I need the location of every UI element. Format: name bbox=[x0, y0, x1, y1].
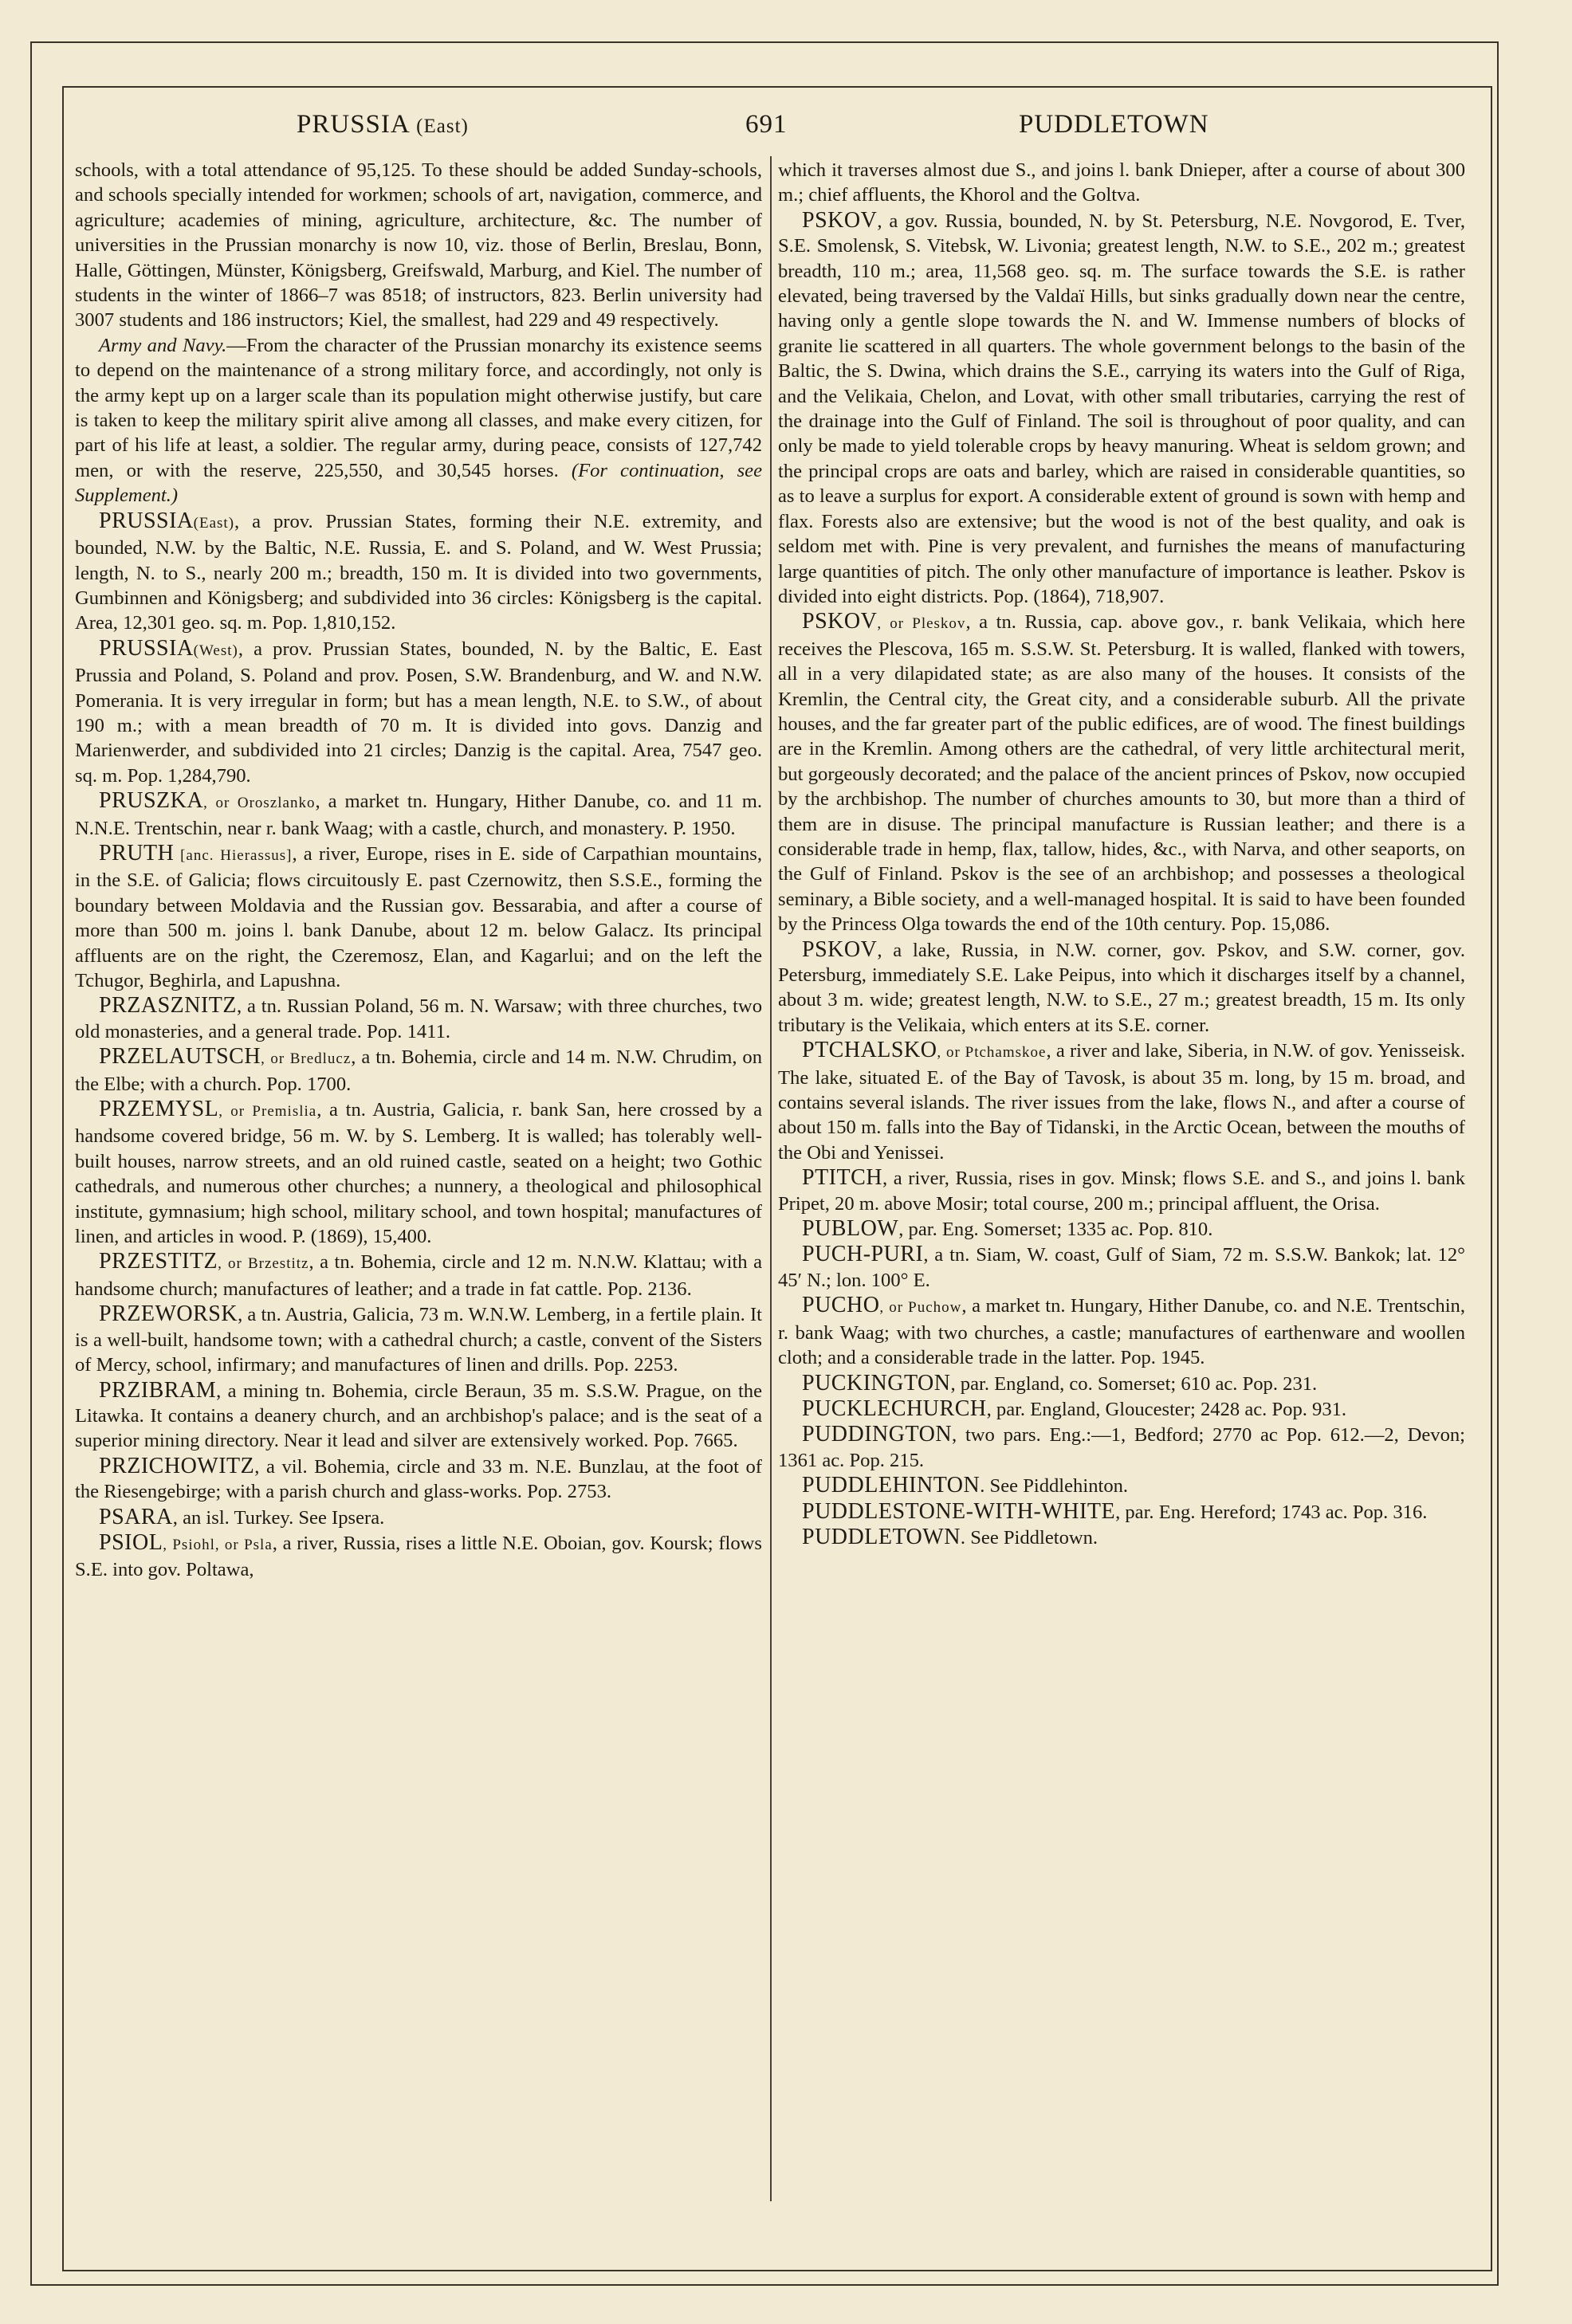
gazetteer-entry bbox=[778, 937, 1465, 1038]
entry-text: , a tn. Russia, cap. above gov., r. bank Velikaia, which here receives the Plescova, 165 m. S.S.W. St. Petersburg. It is walled, flanked with towers, all in a very dilapidated state; as are also many of the houses. It consists of the Kremlin, the Central city, the Great city, and a considerable suburb. All the private houses, and the far greater part of the public edifices, are of wood. The finest buildings are in the Kremlin. Among others are the cathedral, of very little architectural merit, but gorgeously decorated; and the palace of the ancient princes of Pskov, now occupied by the archbishop. The number of churches amounts to 30, but more than a third of them are in disuse. The principal manufacture is Russian leather; and there is a considerable trade in hemp, flax, tallow, hides, &c., with Narva, and other seaports, on the Gulf of Finland. Pskov is the see of an archbishop; and possesses a theological seminary, a Bible society, and a well-managed hospital. It is said to have been founded by the Princess Olga towards the end of the 10th century. Pop. 15,086. bbox=[778, 611, 1466, 936]
entry-text: , a tn. Siam, W. coast, Gulf of Siam, 72 m. S.S.W. Bankok; lat. 12° 45′ N.; lon. 100° E. bbox=[778, 1244, 1465, 1291]
gazetteer-entry bbox=[778, 1038, 1465, 1165]
entry-text: , par. England, co. Somerset; 610 ac. Pop. 231. bbox=[950, 1372, 1318, 1395]
gazetteer-entry bbox=[778, 208, 1465, 610]
running-head bbox=[64, 102, 1489, 150]
entry-text: , a prov. Prussian States, bounded, N. by the Baltic, E. East Prussia and Poland, S. Poland and prov. Posen, S.W. Brandenburg, and W. and N.W. Pomerania. It is very irregular in form; but has a mean length, N.E. to S.W., of about 190 m.; with a mean breadth of 70 m. It is divided into govs. Danzig and Marienwerder, and subdivided into 21 circles; Danzig is the capital. Area, 7547 geo. sq. m. Pop. 1,284,790. bbox=[75, 638, 762, 787]
entry-text: , a tn. Austria, Galicia, 73 m. W.N.W. Lemberg, in a fertile plain. It is a well-built, handsome town; with a cathedral church; a castle, convent of the Sisters of Mercy, school, infirmary; and manufactures of linen and drills. Pop. 2253. bbox=[75, 1304, 762, 1376]
entry-headword: PRUSSIA bbox=[99, 635, 194, 661]
entry-text: , a market tn. Hungary, Hither Danube, co. and 11 m. N.N.E. Trentschin, near r. bank Waag; with a castle, church, and monastery. P. 1950. bbox=[75, 791, 762, 839]
entry-text: , a river, Russia, rises a little N.E. Oboian, gov. Koursk; flows S.E. into gov. Poltawa, bbox=[75, 1532, 762, 1581]
entry-text: . See Piddletown. bbox=[960, 1526, 1098, 1549]
entry-headword: PUCHO bbox=[802, 1293, 880, 1318]
entry-text: , a tn. Bohemia, circle and 12 m. N.N.W. Klattau; with a handsome church; manufactures of leather; and a trade in fat cattle. Pop. 2136. bbox=[75, 1251, 763, 1300]
entry-text: , a gov. Russia, bounded, N. by St. Petersburg, N.E. Novgorod, E. Tver, S.E. Smolensk, S. Vitebsk, W. Livonia; greatest length, N.W. to S.E., 202 m.; greatest breadth, 110 m.; area, 11,568 geo. sq. m. The surface towards the S.E. is rather elevated, being traversed by the Valdaï Hills, but sinks gradually down near the centre, having only a gentle slope towards the N. and W. Immense numbers of blocks of granite lie scattered in all quarters. The whole government belongs to the basin of the Baltic, the S. Dwina, which drains the S.E., carrying its waters into the Gulf of Riga, and the Velikaia, Chelon, and Lovat, with other small tributaries, carrying the rest of the drainage into the Gulf of Finland. The soil is throughout of poor quality, and can only be made to yield tolerable crops by heavy manuring. Wheat is seldom grown; and the principal crops are oats and barley, which are raised in considerable quantities, so as to leave a surplus for export. A considerable extent of ground is sown with hemp and flax. Forests also are extensive; but the wood is not of the best quality, and oak is seldom met with. Pine is very prevalent, and furnishes the means of manufacturing large quantities of pitch. The only other manufacture of importance is leather. Pskov is divided into eight districts. Pop. (1864), 718,907. bbox=[778, 210, 1465, 607]
entry-text: , a river, Europe, rises in E. side of Carpathian mountains, in the S.E. of Galicia; flows circuitously E. past Czernowitz, then S.S.E., forming the boundary between Moldavia and the Russian gov. Bessarabia, and after a course of more than 500 m. joins l. bank Danube, about 12 m. below Galacz. Its principal affluents are on the right, the Czeremosz, Elan, and Kagarlui; and on the left the Tchugor, Beghirla, and Lapushna. bbox=[75, 842, 762, 991]
entry-headword: PSIOL bbox=[99, 1529, 163, 1555]
entry-text: , a tn. Russian Poland, 56 m. N. Warsaw; with three churches, two old monasteries, and a general trade. Pop. 1411. bbox=[75, 995, 762, 1042]
running-head-left-title: PRUSSIA bbox=[297, 110, 409, 139]
gazetteer-entry bbox=[778, 1242, 1465, 1293]
entry-headword: PRZICHOWITZ bbox=[99, 1453, 255, 1478]
entry-headword: PTCHALSKO bbox=[802, 1038, 937, 1063]
right-column bbox=[778, 158, 1465, 1550]
gazetteer-entry bbox=[75, 1044, 762, 1097]
gazetteer-entry bbox=[778, 1473, 1465, 1498]
entry-text: , par. England, Gloucester; 2428 ac. Pop. 931. bbox=[986, 1398, 1347, 1420]
entry-alt-name: , or Ptchamskoe bbox=[937, 1044, 1047, 1062]
gazetteer-entry bbox=[75, 1378, 762, 1454]
entry-headword: PUCKINGTON bbox=[802, 1370, 951, 1396]
gazetteer-entry bbox=[778, 1499, 1465, 1525]
entry-text: . See Piddlehinton. bbox=[980, 1475, 1129, 1498]
gazetteer-entry bbox=[75, 1301, 762, 1377]
entry-headword: PSARA bbox=[99, 1504, 173, 1529]
entry-headword: PRZELAUTSCH bbox=[99, 1044, 261, 1070]
entry-headword: PRUSSIA bbox=[99, 508, 194, 533]
entry-text: , a lake, Russia, in N.W. corner, gov. Pskov, and S.W. corner, gov. Petersburg, immediately S.E. Lake Peipus, into which it discharges itself by a channel, about 3 m. wide; greatest length, N.W. to S.E., 27 m.; greatest breadth, 15 m. Its only tributary is the Velikaia, which enters at its S.E. corner. bbox=[778, 939, 1465, 1036]
entry-alt-name: , or Premislia bbox=[218, 1103, 317, 1121]
army-text: —From the character of the Prussian monarchy its existence seems to depend on the maintenance of a strong military force, and accordingly, not only is the army kept up on a larger scale than its population might otherwise justify, but care is taken to keep the military spirit alive among all classes, and make every citizen, for part of his life at least, a soldier. The regular army, during peace, consists of 127,742 men, or with the reserve, 225,550, and 30,545 horses. bbox=[75, 334, 762, 481]
gazetteer-entry bbox=[778, 1216, 1465, 1242]
entry-alt-name: , or Brzestitz bbox=[218, 1255, 309, 1273]
page-number: 691 bbox=[745, 110, 788, 139]
entry-alt-name: [anc. Hierassus] bbox=[174, 846, 293, 864]
entry-alt-name: , or Oroszlanko bbox=[203, 795, 316, 812]
army-heading: Army and Navy. bbox=[99, 334, 227, 356]
gazetteer-entry bbox=[778, 1396, 1465, 1422]
gazetteer-entry bbox=[778, 1165, 1465, 1216]
entry-headword: PSKOV bbox=[802, 936, 878, 962]
entry-headword: PSKOV bbox=[802, 609, 878, 634]
entry-text: , a mining tn. Bohemia, circle Beraun, 35 m. S.S.W. Prague, on the Litawka. It contains a deanery church, and an archbishop's palace; and is the seat of a superior mining directory. Near it lead and silver are extensively worked. Pop. 7665. bbox=[75, 1380, 762, 1452]
gazetteer-entry bbox=[75, 636, 762, 788]
gazetteer-entry bbox=[75, 841, 762, 993]
entry-text: , an isl. Turkey. See Ipsera. bbox=[172, 1506, 385, 1529]
entry-headword: PUDDLESTONE-WITH-WHITE bbox=[802, 1498, 1116, 1524]
entry-alt-name: (West) bbox=[193, 642, 238, 659]
entry-text: , a prov. Prussian States, forming their N.E. extremity, and bounded, N.W. by the Baltic, N.E. Russia, E. and S. Poland, and W. West Prussia; length, N. to S., nearly 200 m.; breadth, 150 m. It is divided into two governments, Gumbinnen and Königsberg; and subdivided into 36 circles: Königsberg is the capital. Area, 12,301 geo. sq. m. Pop. 1,810,152. bbox=[75, 510, 762, 634]
gazetteer-entry bbox=[778, 1422, 1465, 1473]
entry-alt-name: , Psiohl, or Psla bbox=[163, 1536, 273, 1553]
entry-headword: PUCKLECHURCH bbox=[802, 1396, 987, 1421]
gazetteer-entry bbox=[778, 1293, 1465, 1370]
army-note: (For continuation, see Supplement.) bbox=[75, 459, 762, 507]
left-column bbox=[75, 158, 762, 1583]
entry-headword: PUDDLEHINTON bbox=[802, 1473, 981, 1498]
entry-text: , two pars. Eng.:—1, Bedford; 2770 ac Pop. 612.—2, Devon; 1361 ac. Pop. 215. bbox=[778, 1424, 1465, 1471]
gazetteer-entry bbox=[778, 609, 1465, 936]
gazetteer-entry bbox=[75, 788, 762, 841]
continuation-paragraph: which it traverses almost due S., and joins l. bank Dnieper, after a course of about 300 m.; chief affluents, the Khorol and the Goltva. bbox=[778, 159, 1465, 206]
gazetteer-entry bbox=[75, 1097, 762, 1249]
entry-text: , par. Eng. Somerset; 1335 ac. Pop. 810. bbox=[898, 1219, 1213, 1241]
entry-text: , a tn. Austria, Galicia, r. bank San, here crossed by a handsome covered bridge, 56 m. W. by S. Lemberg. It is walled; has tolerably well-built houses, narrow streets, and an old ruined castle, seated on a height; two Gothic cathedrals, and numerous other churches; a nunnery, a theological and philosophical institute, gymnasium; high school, military school, and town hospital; manufactures of linen, and articles in wood. P. (1869), 15,400. bbox=[75, 1099, 762, 1248]
entry-headword: PRUTH bbox=[99, 840, 175, 866]
entry-headword: PUDDINGTON bbox=[802, 1422, 953, 1447]
continuation-paragraph: schools, with a total attendance of 95,125. To these should be added Sunday-schools, and schools specially intended for workmen; schools of art, navigation, commerce, and agriculture; academies of mining, agriculture, architecture, &c. The number of universities in the Prussian monarchy is now 10, viz. those of Berlin, Breslau, Bonn, Halle, Göttingen, Münster, Königsberg, Greifswald, Marburg, and Kiel. The number of students in the winter of 1866–7 was 8518; of instructors, 823. Berlin university had 3007 students and 186 instructors; Kiel, the smallest, had 229 and 49 respectively. bbox=[75, 159, 762, 332]
gazetteer-entry bbox=[75, 1505, 762, 1530]
entry-alt-name: (East) bbox=[193, 514, 235, 532]
entry-headword: PUCH-PURI bbox=[802, 1242, 924, 1267]
army-navy-paragraph bbox=[75, 333, 762, 508]
entry-text: , a tn. Bohemia, circle and 14 m. N.W. Chrudim, on the Elbe; with a church. Pop. 1700. bbox=[75, 1046, 762, 1095]
gazetteer-entry bbox=[75, 508, 762, 636]
entry-headword: PRUSZKA bbox=[99, 788, 204, 814]
entry-headword: PRZESTITZ bbox=[99, 1249, 218, 1274]
gazetteer-entry bbox=[75, 1249, 762, 1301]
entry-text: , par. Eng. Hereford; 1743 ac. Pop. 316. bbox=[1115, 1501, 1428, 1523]
entry-headword: PRZEMYSL bbox=[99, 1097, 219, 1122]
entry-headword: PRZEWORSK bbox=[99, 1301, 238, 1327]
entry-text: , a river, Russia, rises in gov. Minsk; flows S.E. and S., and joins l. bank Pripet, 20 m. above Mosir; total course, 200 m.; principal affluent, the Orisa. bbox=[778, 1168, 1465, 1215]
entry-alt-name: , or Bredlucz bbox=[261, 1050, 352, 1068]
gazetteer-entry bbox=[75, 1454, 762, 1505]
gazetteer-entry bbox=[75, 1530, 762, 1583]
entry-headword: PTITCH bbox=[802, 1165, 882, 1191]
running-head-left bbox=[297, 110, 469, 139]
running-head-left-subtitle: (East) bbox=[416, 116, 469, 137]
entry-text: , a market tn. Hungary, Hither Danube, co. and N.E. Trentschin, r. bank Waag; with two churches, a castle; manufactures of earthenware and woollen cloth; and a considerable trade in the latter. Pop. 1945. bbox=[778, 1295, 1465, 1369]
entry-headword: PUDDLETOWN bbox=[802, 1524, 961, 1549]
left-entries bbox=[75, 508, 762, 1583]
gazetteer-entry bbox=[75, 993, 762, 1044]
entry-headword: PUBLOW bbox=[802, 1216, 899, 1242]
entry-headword: PSKOV bbox=[802, 207, 878, 233]
entry-headword: PRZASZNITZ bbox=[99, 993, 237, 1019]
running-head-right: PUDDLETOWN bbox=[1019, 110, 1209, 139]
entry-alt-name: , or Pleskov bbox=[877, 615, 966, 633]
gazetteer-entry bbox=[778, 1525, 1465, 1550]
right-entries bbox=[778, 208, 1465, 1551]
entry-headword: PRZIBRAM bbox=[99, 1377, 217, 1403]
entry-alt-name: , or Puchow bbox=[879, 1299, 962, 1317]
entry-text: , a vil. Bohemia, circle and 33 m. N.E. Bunzlau, at the foot of the Riesengebirge; with a parish church and glass-works. Pop. 2753. bbox=[75, 1455, 762, 1503]
gazetteer-entry bbox=[778, 1371, 1465, 1396]
column-divider bbox=[770, 156, 772, 2201]
entry-text: , a river and lake, Siberia, in N.W. of gov. Yenisseisk. The lake, situated E. of the Bay of Tavosk, is about 35 m. long, by 15 m. broad, and contains several islands. The river issues from the lake, flows N., and after a course of about 150 m. falls into the Bay of Tidanski, in the Arctic Ocean, between the mouths of the Obi and Yenissei. bbox=[778, 1040, 1465, 1164]
